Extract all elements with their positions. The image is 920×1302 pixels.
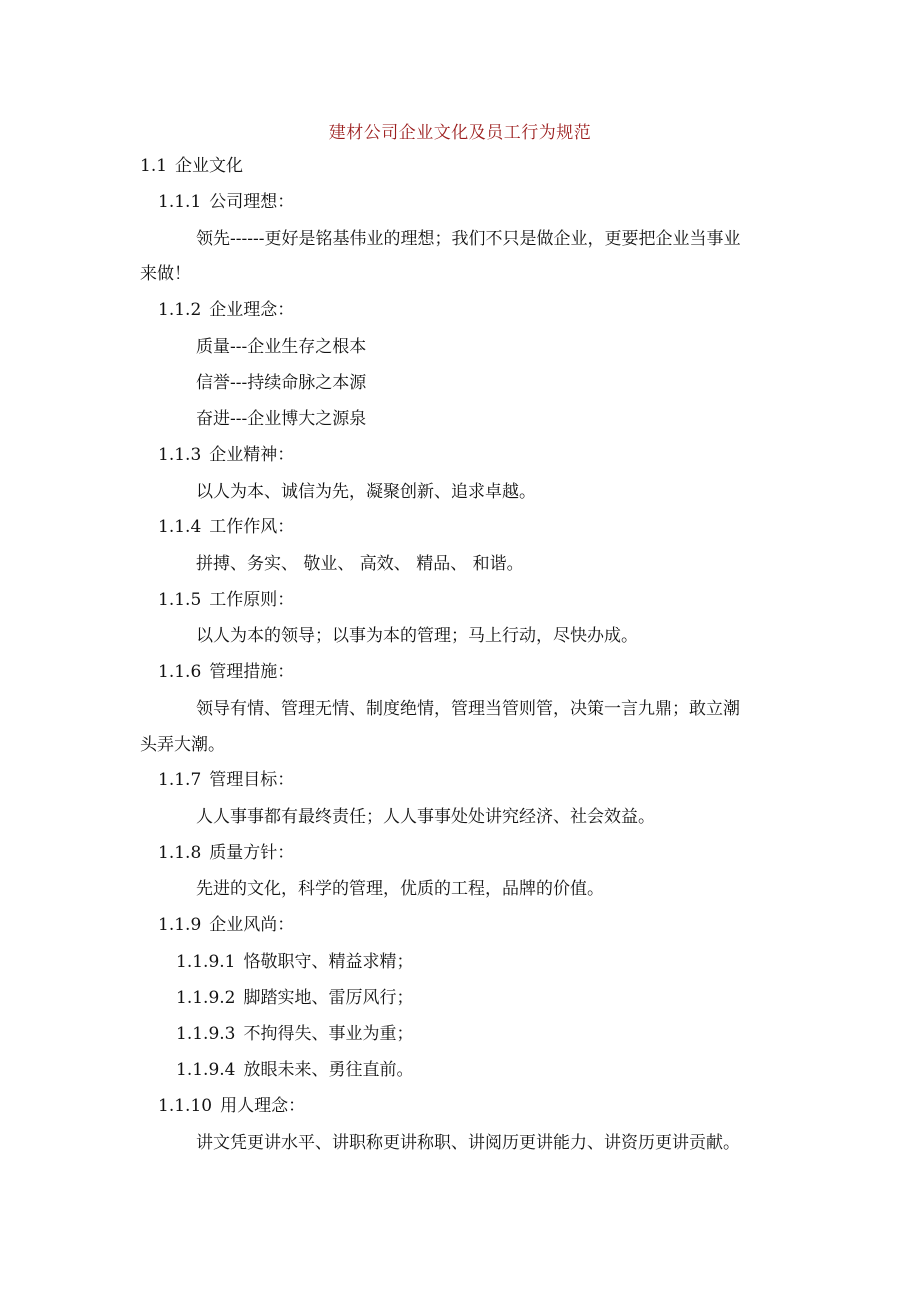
subitem-text: 脚踏实地、雷厉风行； [243,988,414,1008]
heading-text: 企业精神： [209,445,295,465]
paragraph-line: 先进的文化，科学的管理，优质的工程，品牌的价值。 [196,879,604,899]
paragraph-line: 拼搏、务实、 敬业、 高效、 精品、 和谐。 [196,554,524,574]
paragraph-line: 领导有情、管理无情、制度绝情，管理当管则管，决策一言九鼎；敢立潮 [196,699,740,719]
paragraph-line: 人人事事都有最终责任；人人事事处处讲究经济、社会效益。 [196,807,655,827]
subitem-text: 放眼未来、勇往直前。 [243,1060,414,1080]
heading-text: 用人理念： [220,1096,306,1116]
document-title: 建材公司企业文化及员工行为规范 [328,123,592,143]
heading-number: 1.1.4 [158,517,202,537]
heading-number: 1.1.10 [158,1096,213,1116]
subitem-number: 1.1.9.2 [176,988,236,1008]
subitem-number: 1.1.9.4 [176,1060,236,1080]
heading-1-1-9 [158,913,294,937]
heading-1-1-8 [158,841,294,865]
heading-number: 1.1.9 [158,915,202,935]
subitem-1-1-9-2 [176,986,413,1010]
section-number: 1.1 [140,156,168,176]
paragraph-line: 头弄大潮。 [140,735,225,755]
heading-1-1-6 [158,660,294,684]
subitem-1-1-9-3 [176,1022,413,1046]
heading-text: 工作作风： [209,517,295,537]
heading-number: 1.1.5 [158,590,202,610]
paragraph-line: 质量---企业生存之根本 [196,337,367,357]
paragraph-line: 讲文凭更讲水平、讲职称更讲称职、讲阅历更讲能力、讲资历更讲贡献。 [196,1133,740,1153]
paragraph-line: 信誉---持续命脉之本源 [196,373,367,393]
heading-1-1-5 [158,588,294,612]
heading-1-1-4 [158,515,294,539]
heading-text: 公司理想： [209,192,295,212]
heading-1-1-2 [158,298,294,322]
section-heading [140,154,243,178]
heading-number: 1.1.8 [158,843,202,863]
subitem-number: 1.1.9.3 [176,1024,236,1044]
paragraph-line: 以人为本的领导；以事为本的管理；马上行动，尽快办成。 [196,626,638,646]
heading-number: 1.1.2 [158,300,202,320]
heading-text: 企业理念： [209,300,295,320]
paragraph-line: 以人为本、诚信为先，凝聚创新、追求卓越。 [196,482,536,502]
subitem-text: 不拘得失、事业为重； [243,1024,414,1044]
heading-text: 企业风尚： [209,915,295,935]
paragraph-line: 来做！ [140,264,191,284]
heading-number: 1.1.6 [158,662,202,682]
subitem-text: 恪敬职守、精益求精； [243,952,414,972]
subitem-1-1-9-4 [176,1058,413,1082]
heading-number: 1.1.3 [158,445,202,465]
subitem-number: 1.1.9.1 [176,952,236,972]
heading-1-1-10 [158,1094,305,1118]
heading-text: 工作原则： [209,590,295,610]
subitem-1-1-9-1 [176,950,413,974]
heading-text: 质量方针： [209,843,295,863]
heading-text: 管理目标： [209,770,295,790]
paragraph-line: 领先------更好是铭基伟业的理想；我们不只是做企业，更要把企业当事业 [196,229,741,249]
heading-number: 1.1.1 [158,192,202,212]
section-text: 企业文化 [175,156,244,176]
heading-text: 管理措施： [209,662,295,682]
paragraph-line: 奋进---企业博大之源泉 [196,409,367,429]
heading-1-1-1 [158,190,294,214]
heading-1-1-3 [158,443,294,467]
heading-1-1-7 [158,768,294,792]
heading-number: 1.1.7 [158,770,202,790]
